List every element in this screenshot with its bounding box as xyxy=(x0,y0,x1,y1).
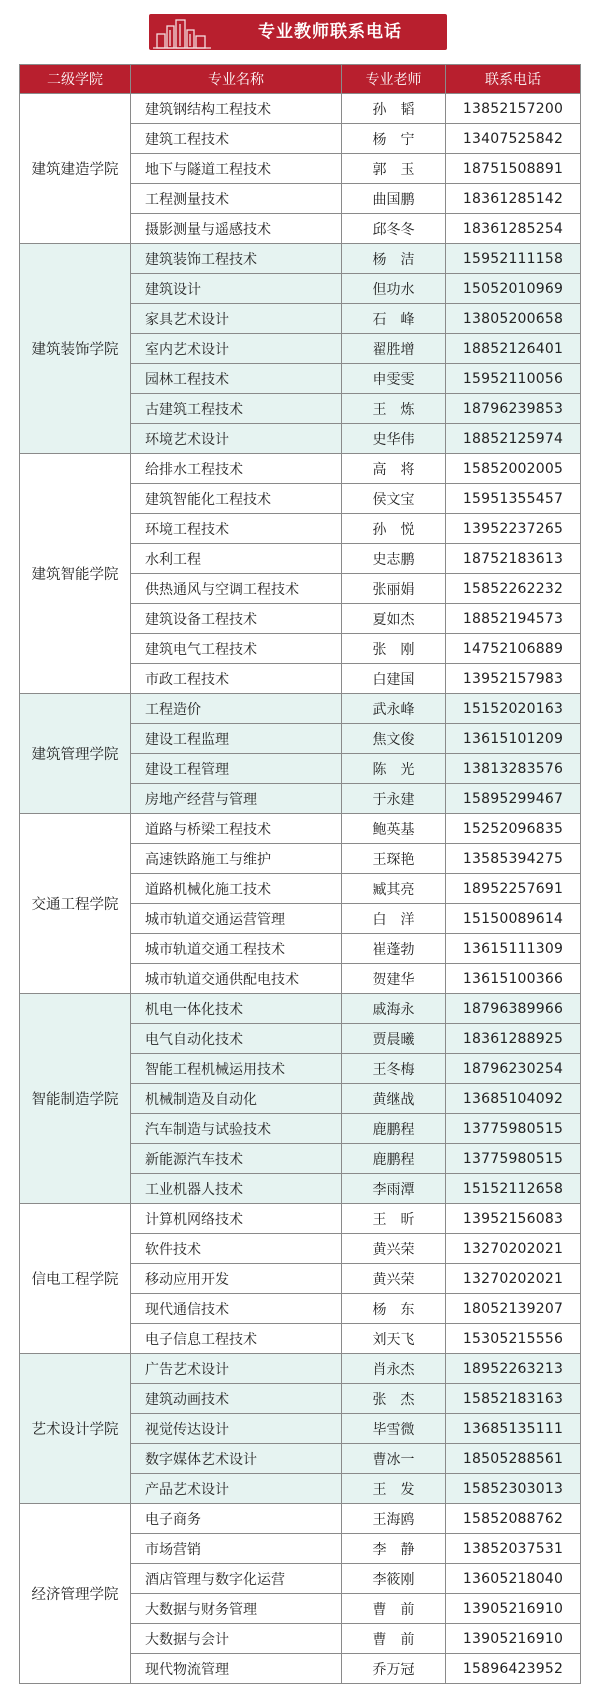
teacher-cell: 张丽娟 xyxy=(342,574,446,604)
teacher-cell: 李雨潭 xyxy=(342,1174,446,1204)
major-cell: 建筑钢结构工程技术 xyxy=(131,94,342,124)
phone-cell: 18361285254 xyxy=(446,214,581,244)
phone-cell: 18361285142 xyxy=(446,184,581,214)
major-cell: 数字媒体艺术设计 xyxy=(131,1444,342,1474)
major-cell: 工业机器人技术 xyxy=(131,1174,342,1204)
phone-cell: 18052139207 xyxy=(446,1294,581,1324)
phone-cell: 13852157200 xyxy=(446,94,581,124)
major-cell: 酒店管理与数字化运营 xyxy=(131,1564,342,1594)
teacher-cell: 黄继战 xyxy=(342,1084,446,1114)
phone-cell: 15152020163 xyxy=(446,694,581,724)
major-cell: 城市轨道交通工程技术 xyxy=(131,934,342,964)
major-cell: 给排水工程技术 xyxy=(131,454,342,484)
phone-cell: 18852125974 xyxy=(446,424,581,454)
major-cell: 工程测量技术 xyxy=(131,184,342,214)
major-cell: 视觉传达设计 xyxy=(131,1414,342,1444)
major-cell: 建设工程管理 xyxy=(131,754,342,784)
phone-cell: 13775980515 xyxy=(446,1144,581,1174)
major-cell: 古建筑工程技术 xyxy=(131,394,342,424)
teacher-cell: 张 刚 xyxy=(342,634,446,664)
teacher-cell: 邱冬冬 xyxy=(342,214,446,244)
teacher-cell: 夏如杰 xyxy=(342,604,446,634)
header-teacher: 专业老师 xyxy=(342,65,446,94)
major-cell: 城市轨道交通运营管理 xyxy=(131,904,342,934)
teacher-cell: 孙 韬 xyxy=(342,94,446,124)
phone-cell: 15895299467 xyxy=(446,784,581,814)
phone-cell: 13905216910 xyxy=(446,1624,581,1654)
major-cell: 建筑工程技术 xyxy=(131,124,342,154)
teacher-cell: 石 峰 xyxy=(342,304,446,334)
table-row xyxy=(20,994,581,1024)
teacher-cell: 王琛艳 xyxy=(342,844,446,874)
teacher-cell: 高 将 xyxy=(342,454,446,484)
college-cell: 交通工程学院 xyxy=(20,814,131,994)
phone-cell: 15896423952 xyxy=(446,1654,581,1684)
phone-cell: 15852088762 xyxy=(446,1504,581,1534)
teacher-cell: 王冬梅 xyxy=(342,1054,446,1084)
major-cell: 智能工程机械运用技术 xyxy=(131,1054,342,1084)
major-cell: 计算机网络技术 xyxy=(131,1204,342,1234)
phone-cell: 13615100366 xyxy=(446,964,581,994)
teacher-cell: 鲍英基 xyxy=(342,814,446,844)
teacher-cell: 杨 东 xyxy=(342,1294,446,1324)
phone-cell: 13805200658 xyxy=(446,304,581,334)
major-cell: 建筑动画技术 xyxy=(131,1384,342,1414)
college-cell: 建筑智能学院 xyxy=(20,454,131,694)
table-row xyxy=(20,1204,581,1234)
phone-cell: 13952156083 xyxy=(446,1204,581,1234)
major-cell: 大数据与财务管理 xyxy=(131,1594,342,1624)
teacher-cell: 白建国 xyxy=(342,664,446,694)
phone-cell: 13852037531 xyxy=(446,1534,581,1564)
contact-table xyxy=(19,64,581,1684)
table-row xyxy=(20,814,581,844)
phone-cell: 18852126401 xyxy=(446,334,581,364)
teacher-cell: 刘天飞 xyxy=(342,1324,446,1354)
teacher-cell: 毕雪微 xyxy=(342,1414,446,1444)
major-cell: 软件技术 xyxy=(131,1234,342,1264)
phone-cell: 13685135111 xyxy=(446,1414,581,1444)
phone-cell: 18752183613 xyxy=(446,544,581,574)
teacher-cell: 李 静 xyxy=(342,1534,446,1564)
teacher-cell: 申雯雯 xyxy=(342,364,446,394)
teacher-cell: 戚海永 xyxy=(342,994,446,1024)
phone-cell: 13605218040 xyxy=(446,1564,581,1594)
phone-cell: 18796389966 xyxy=(446,994,581,1024)
phone-cell: 15252096835 xyxy=(446,814,581,844)
phone-cell: 13585394275 xyxy=(446,844,581,874)
phone-cell: 13775980515 xyxy=(446,1114,581,1144)
phone-cell: 15852303013 xyxy=(446,1474,581,1504)
major-cell: 供热通风与空调工程技术 xyxy=(131,574,342,604)
major-cell: 建筑电气工程技术 xyxy=(131,634,342,664)
phone-cell: 15951355457 xyxy=(446,484,581,514)
teacher-cell: 于永建 xyxy=(342,784,446,814)
major-cell: 市政工程技术 xyxy=(131,664,342,694)
teacher-cell: 曲国鹏 xyxy=(342,184,446,214)
major-cell: 水利工程 xyxy=(131,544,342,574)
major-cell: 汽车制造与试验技术 xyxy=(131,1114,342,1144)
phone-cell: 13685104092 xyxy=(446,1084,581,1114)
phone-cell: 18796239853 xyxy=(446,394,581,424)
header-phone: 联系电话 xyxy=(446,65,581,94)
phone-cell: 13615101209 xyxy=(446,724,581,754)
teacher-cell: 白 洋 xyxy=(342,904,446,934)
major-cell: 大数据与会计 xyxy=(131,1624,342,1654)
major-cell: 道路机械化施工技术 xyxy=(131,874,342,904)
table-row xyxy=(20,1354,581,1384)
phone-cell: 13407525842 xyxy=(446,124,581,154)
contact-table-container xyxy=(19,64,580,1684)
teacher-cell: 鹿鹏程 xyxy=(342,1144,446,1174)
major-cell: 机电一体化技术 xyxy=(131,994,342,1024)
major-cell: 移动应用开发 xyxy=(131,1264,342,1294)
major-cell: 道路与桥梁工程技术 xyxy=(131,814,342,844)
major-cell: 新能源汽车技术 xyxy=(131,1144,342,1174)
teacher-cell: 武永峰 xyxy=(342,694,446,724)
phone-cell: 18852194573 xyxy=(446,604,581,634)
teacher-cell: 乔万冠 xyxy=(342,1654,446,1684)
phone-cell: 15052010969 xyxy=(446,274,581,304)
major-cell: 建筑设计 xyxy=(131,274,342,304)
college-cell: 信电工程学院 xyxy=(20,1204,131,1354)
teacher-cell: 孙 悦 xyxy=(342,514,446,544)
phone-cell: 18796230254 xyxy=(446,1054,581,1084)
major-cell: 电子商务 xyxy=(131,1504,342,1534)
teacher-cell: 曹 前 xyxy=(342,1624,446,1654)
phone-cell: 13952237265 xyxy=(446,514,581,544)
major-cell: 环境艺术设计 xyxy=(131,424,342,454)
teacher-cell: 曹冰一 xyxy=(342,1444,446,1474)
phone-cell: 18505288561 xyxy=(446,1444,581,1474)
phone-cell: 15150089614 xyxy=(446,904,581,934)
teacher-cell: 但功水 xyxy=(342,274,446,304)
college-cell: 经济管理学院 xyxy=(20,1504,131,1684)
phone-cell: 18952257691 xyxy=(446,874,581,904)
phone-cell: 18361288925 xyxy=(446,1024,581,1054)
title-banner xyxy=(149,14,447,50)
teacher-cell: 崔蓬勃 xyxy=(342,934,446,964)
phone-cell: 14752106889 xyxy=(446,634,581,664)
teacher-cell: 陈 光 xyxy=(342,754,446,784)
phone-cell: 13270202021 xyxy=(446,1234,581,1264)
major-cell: 建筑智能化工程技术 xyxy=(131,484,342,514)
phone-cell: 15952111158 xyxy=(446,244,581,274)
teacher-cell: 张 杰 xyxy=(342,1384,446,1414)
phone-cell: 15852183163 xyxy=(446,1384,581,1414)
major-cell: 建筑装饰工程技术 xyxy=(131,244,342,274)
major-cell: 园林工程技术 xyxy=(131,364,342,394)
major-cell: 电子信息工程技术 xyxy=(131,1324,342,1354)
teacher-cell: 史志鹏 xyxy=(342,544,446,574)
teacher-cell: 王海鸥 xyxy=(342,1504,446,1534)
major-cell: 地下与隧道工程技术 xyxy=(131,154,342,184)
phone-cell: 15952110056 xyxy=(446,364,581,394)
phone-cell: 13952157983 xyxy=(446,664,581,694)
teacher-cell: 杨 洁 xyxy=(342,244,446,274)
phone-cell: 15305215556 xyxy=(446,1324,581,1354)
phone-cell: 13905216910 xyxy=(446,1594,581,1624)
major-cell: 现代通信技术 xyxy=(131,1294,342,1324)
phone-cell: 15852262232 xyxy=(446,574,581,604)
major-cell: 市场营销 xyxy=(131,1534,342,1564)
phone-cell: 13270202021 xyxy=(446,1264,581,1294)
teacher-cell: 黄兴荣 xyxy=(342,1234,446,1264)
teacher-cell: 史华伟 xyxy=(342,424,446,454)
building-skyline-icon xyxy=(153,16,211,50)
college-cell: 建筑管理学院 xyxy=(20,694,131,814)
college-cell: 建筑建造学院 xyxy=(20,94,131,244)
phone-cell: 15152112658 xyxy=(446,1174,581,1204)
teacher-cell: 臧其亮 xyxy=(342,874,446,904)
header-college: 二级学院 xyxy=(20,65,131,94)
teacher-cell: 鹿鹏程 xyxy=(342,1114,446,1144)
major-cell: 室内艺术设计 xyxy=(131,334,342,364)
phone-cell: 18952263213 xyxy=(446,1354,581,1384)
teacher-cell: 侯文宝 xyxy=(342,484,446,514)
teacher-cell: 王 昕 xyxy=(342,1204,446,1234)
table-row xyxy=(20,1504,581,1534)
teacher-cell: 李筱刚 xyxy=(342,1564,446,1594)
header-major: 专业名称 xyxy=(131,65,342,94)
major-cell: 工程造价 xyxy=(131,694,342,724)
table-row xyxy=(20,94,581,124)
major-cell: 电气自动化技术 xyxy=(131,1024,342,1054)
major-cell: 家具艺术设计 xyxy=(131,304,342,334)
table-row xyxy=(20,454,581,484)
teacher-cell: 翟胜增 xyxy=(342,334,446,364)
college-cell: 智能制造学院 xyxy=(20,994,131,1204)
teacher-cell: 王 发 xyxy=(342,1474,446,1504)
table-row xyxy=(20,244,581,274)
major-cell: 广告艺术设计 xyxy=(131,1354,342,1384)
major-cell: 摄影测量与遥感技术 xyxy=(131,214,342,244)
major-cell: 高速铁路施工与维护 xyxy=(131,844,342,874)
phone-cell: 15852002005 xyxy=(446,454,581,484)
college-cell: 艺术设计学院 xyxy=(20,1354,131,1504)
page-title: 专业教师联系电话 xyxy=(258,22,402,42)
table-body xyxy=(20,94,581,1684)
teacher-cell: 郭 玉 xyxy=(342,154,446,184)
college-cell: 建筑装饰学院 xyxy=(20,244,131,454)
major-cell: 建筑设备工程技术 xyxy=(131,604,342,634)
major-cell: 环境工程技术 xyxy=(131,514,342,544)
teacher-cell: 贺建华 xyxy=(342,964,446,994)
teacher-cell: 焦文俊 xyxy=(342,724,446,754)
teacher-cell: 黄兴荣 xyxy=(342,1264,446,1294)
phone-cell: 18751508891 xyxy=(446,154,581,184)
teacher-cell: 曹 前 xyxy=(342,1594,446,1624)
phone-cell: 13813283576 xyxy=(446,754,581,784)
teacher-cell: 杨 宁 xyxy=(342,124,446,154)
major-cell: 建设工程监理 xyxy=(131,724,342,754)
major-cell: 城市轨道交通供配电技术 xyxy=(131,964,342,994)
phone-cell: 13615111309 xyxy=(446,934,581,964)
major-cell: 现代物流管理 xyxy=(131,1654,342,1684)
major-cell: 产品艺术设计 xyxy=(131,1474,342,1504)
table-header-row xyxy=(20,65,581,94)
table-row xyxy=(20,694,581,724)
teacher-cell: 肖永杰 xyxy=(342,1354,446,1384)
teacher-cell: 王 炼 xyxy=(342,394,446,424)
major-cell: 房地产经营与管理 xyxy=(131,784,342,814)
major-cell: 机械制造及自动化 xyxy=(131,1084,342,1114)
teacher-cell: 贾晨曦 xyxy=(342,1024,446,1054)
